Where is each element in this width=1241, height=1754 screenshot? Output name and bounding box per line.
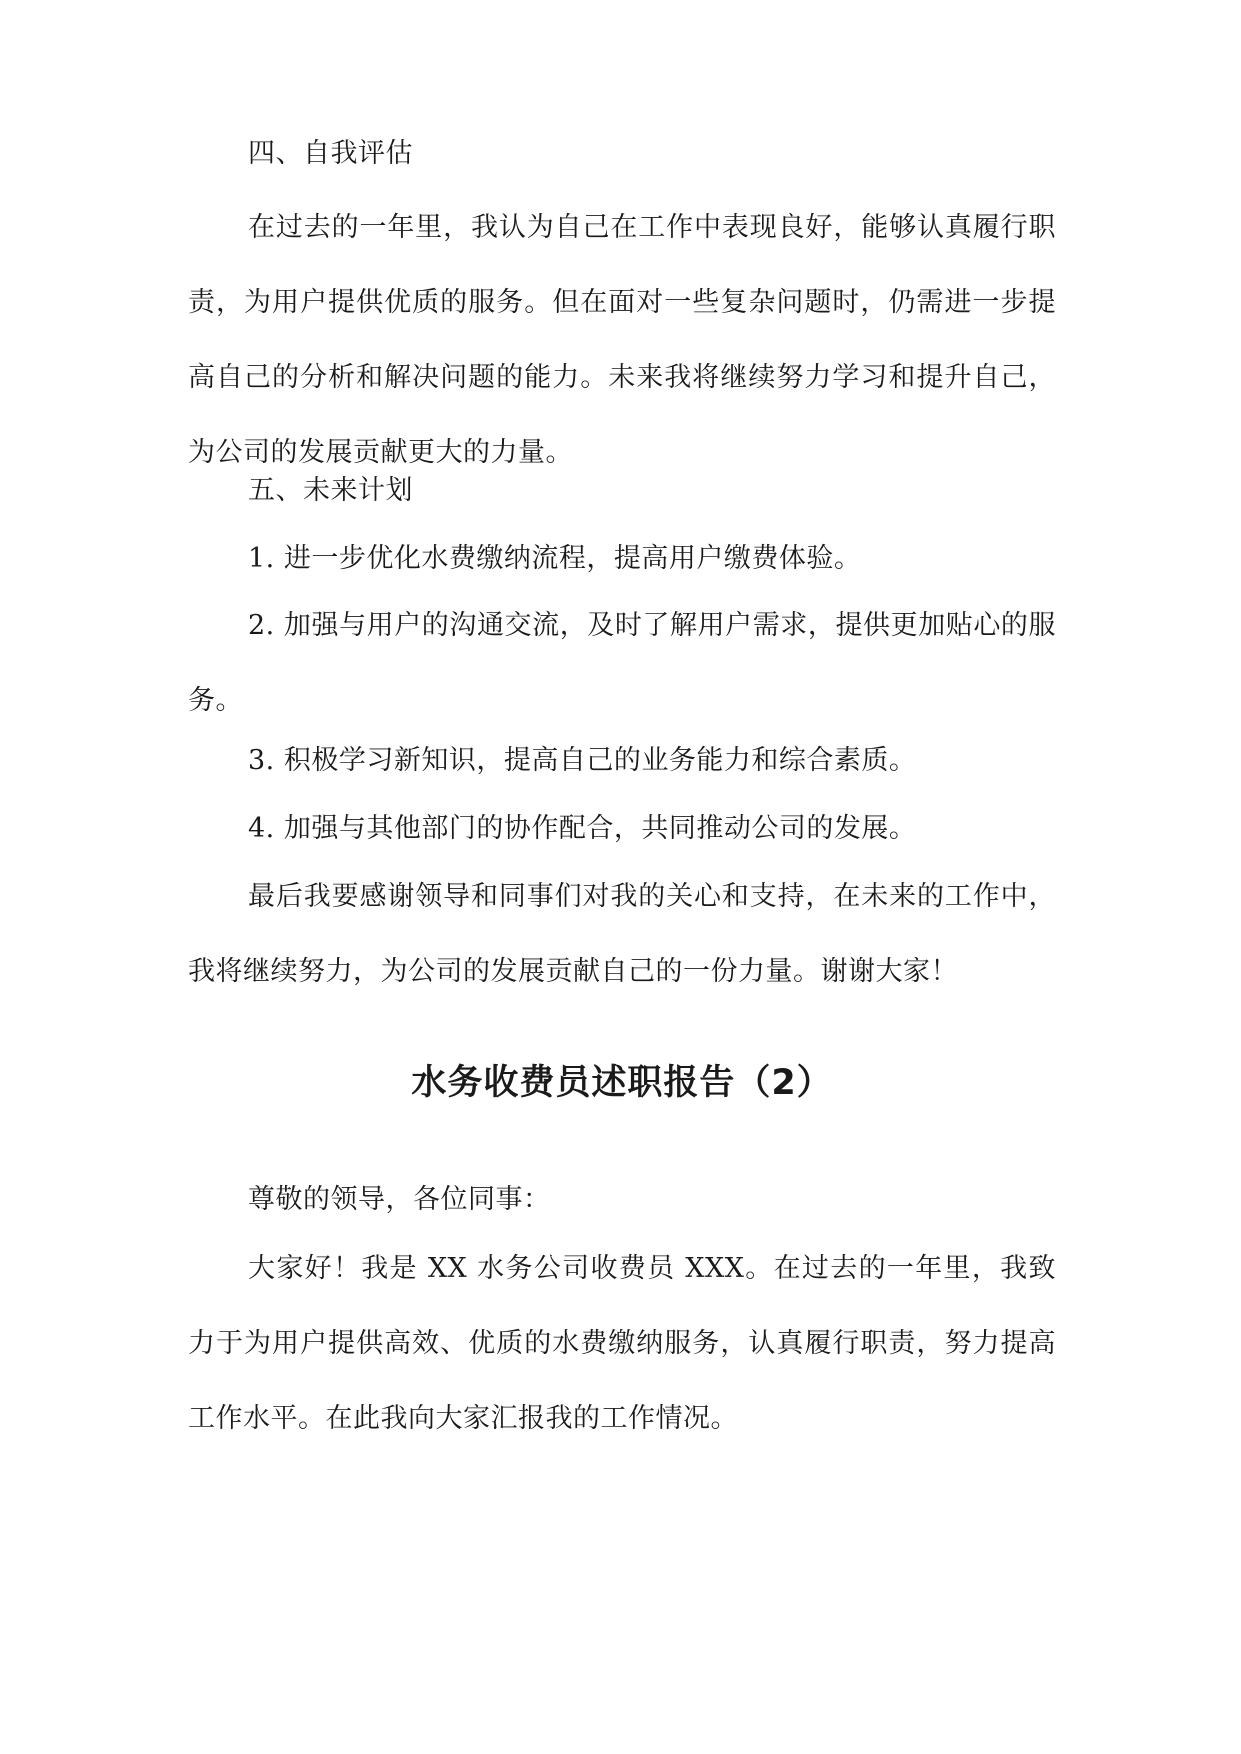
section-5-heading: 五、未来计划 [248, 475, 413, 506]
plan-item-4: 4. 加强与其他部门的协作配合，共同推动公司的发展。 [248, 813, 917, 844]
report-2-intro: 大家好！我是 XX 水务公司收费员 XXX。在过去的一年里，我致力于为用户提供高效、优质的水费缴纳服务，认真履行职责，努力提高工作水平。在此我向大家汇报我的工作情况。 [188, 1253, 1056, 1434]
plan-item-3: 3. 积极学习新知识，提高自己的业务能力和综合素质。 [248, 745, 917, 776]
plan-item-1: 1. 进一步优化水费缴纳流程，提高用户缴费体验。 [248, 543, 862, 574]
section-4-heading: 四、自我评估 [248, 138, 413, 169]
section-4-paragraph: 在过去的一年里，我认为自己在工作中表现良好，能够认真履行职责，为用户提供优质的服务。但在面对一些复杂问题时，仍需进一步提高自己的分析和解决问题的能力。未来我将继续努力学习和提升自己，为公司的发展贡献更大的力量。 [188, 212, 1056, 468]
report-2-greeting: 尊敬的领导，各位同事： [248, 1184, 551, 1215]
plan-item-2: 2. 加强与用户的沟通交流，及时了解用户需求，提供更加贴心的服务。 [188, 610, 1056, 716]
closing-paragraph: 最后我要感谢领导和同事们对我的关心和支持，在未来的工作中，我将继续努力，为公司的发展贡献自己的一份力量。谢谢大家！ [188, 881, 1056, 987]
report-2-title: 水务收费员述职报告（2） [411, 1063, 833, 1103]
